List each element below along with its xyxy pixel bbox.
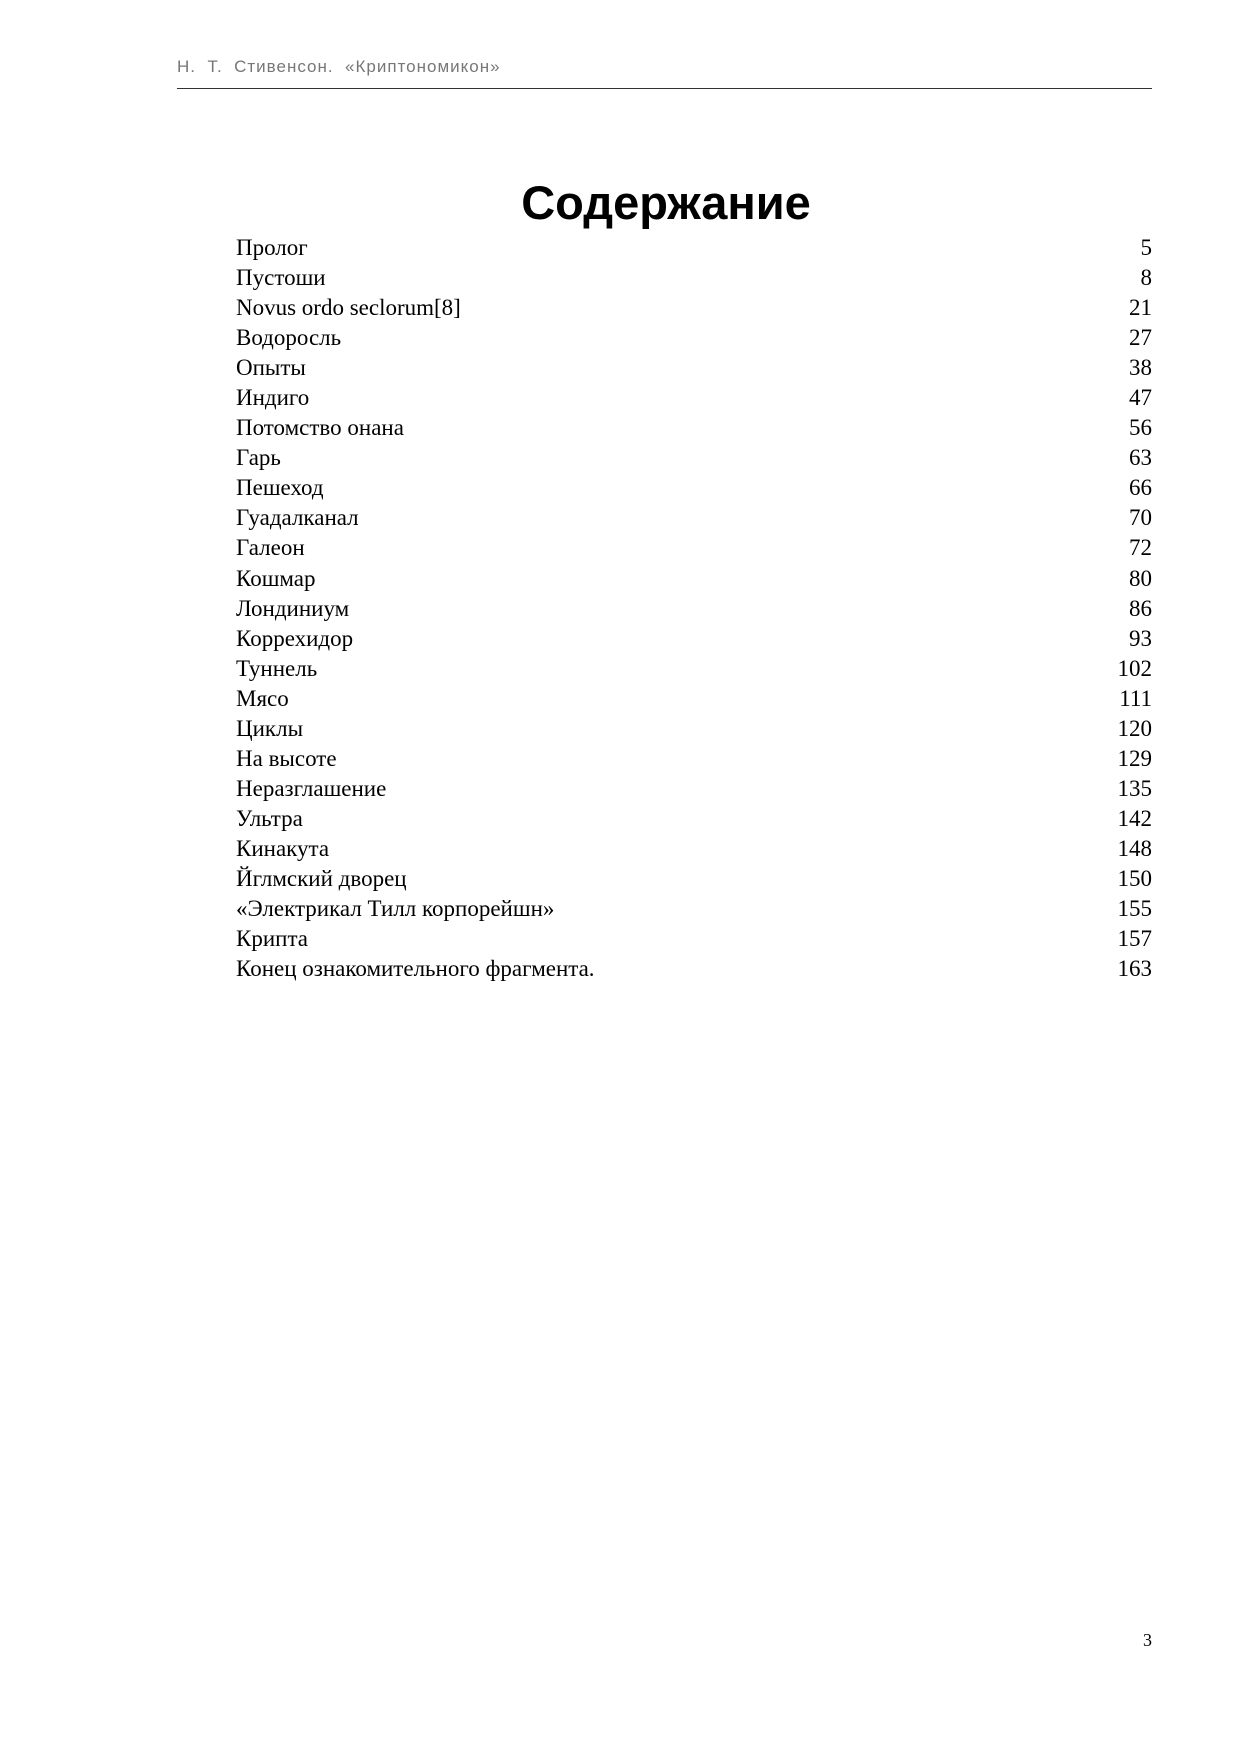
toc-entry[interactable]: [236, 413, 1152, 443]
toc-entry-page: 47: [1129, 385, 1152, 411]
toc-entry-title: Гарь: [236, 445, 281, 471]
toc-entry-page: 86: [1129, 595, 1152, 621]
toc-entry-title: Йглмский дворец: [236, 865, 407, 891]
toc-entry-title: Пустоши: [236, 265, 326, 291]
toc-entry-page: 155: [1117, 896, 1152, 922]
toc-entry-title: На высоте: [236, 745, 337, 771]
running-header: Н. Т. Стивенсон. «Криптономикон»: [177, 57, 501, 76]
toc-entry-page: 163: [1117, 956, 1152, 982]
toc-entry-title: Неразглашение: [236, 775, 387, 801]
toc-entry-title: Индиго: [236, 385, 310, 411]
toc-entry[interactable]: [236, 804, 1152, 834]
toc-entry-title: Novus ordo seclorum[8]: [236, 295, 461, 321]
toc-entry-title: Ультра: [236, 805, 303, 831]
toc-entry[interactable]: [236, 924, 1152, 954]
toc-entry-page: 142: [1117, 805, 1152, 831]
toc-entry-page: 5: [1140, 235, 1152, 260]
toc-entry-title: Циклы: [236, 715, 304, 741]
toc-entry[interactable]: [236, 564, 1152, 594]
toc-entry-page: 157: [1117, 926, 1152, 952]
toc-entry[interactable]: [236, 443, 1152, 473]
toc-entry-title: Водоросль: [236, 325, 342, 351]
toc-entry-page: 80: [1129, 565, 1152, 591]
toc-entry-title: Пролог: [236, 235, 308, 260]
toc-entry-page: 102: [1117, 655, 1152, 681]
toc-entry-page: 111: [1119, 685, 1152, 711]
toc-entry-page: 38: [1129, 355, 1152, 381]
toc-entry-title: Туннель: [236, 655, 318, 681]
toc-entry-title: Гуадалканал: [236, 505, 359, 531]
table-of-contents: [236, 233, 1152, 984]
header-divider: [177, 88, 1152, 89]
toc-entry[interactable]: [236, 774, 1152, 804]
toc-entry-page: 27: [1129, 325, 1152, 351]
page-number: 3: [1143, 1630, 1152, 1650]
toc-title: Содержание: [521, 176, 811, 230]
toc-entry-title: Опыты: [236, 355, 306, 381]
toc-entry[interactable]: [236, 533, 1152, 563]
toc-entry-page: 66: [1129, 475, 1152, 501]
toc-entry[interactable]: [236, 473, 1152, 503]
toc-entry-title: Лондиниум: [236, 595, 350, 621]
toc-entry-page: 56: [1129, 415, 1152, 441]
toc-entry-title: Пешеход: [236, 475, 324, 501]
toc-entry[interactable]: [236, 834, 1152, 864]
toc-entry-page: 93: [1129, 625, 1152, 651]
toc-entry-title: Конец ознакомительного фрагмента.: [236, 956, 595, 982]
toc-entry[interactable]: [236, 864, 1152, 894]
toc-entry[interactable]: [236, 263, 1152, 293]
toc-entry-title: Галеон: [236, 535, 305, 561]
toc-entry-page: 120: [1117, 715, 1152, 741]
toc-entry-page: 63: [1129, 445, 1152, 471]
toc-entry[interactable]: [236, 383, 1152, 413]
toc-entry[interactable]: [236, 353, 1152, 383]
toc-entry-page: 148: [1117, 835, 1152, 861]
toc-entry[interactable]: [236, 323, 1152, 353]
toc-entry-page: 8: [1140, 265, 1152, 291]
toc-entry[interactable]: [236, 624, 1152, 654]
toc-entry[interactable]: [236, 233, 1152, 263]
toc-entry-title: Крипта: [236, 926, 308, 952]
toc-entry-title: «Электрикал Тилл корпорейшн»: [236, 896, 555, 922]
toc-entry[interactable]: [236, 684, 1152, 714]
toc-entry-title: Мясо: [236, 685, 289, 711]
toc-entry-title: Коррехидор: [236, 625, 354, 651]
toc-entry[interactable]: [236, 744, 1152, 774]
toc-entry-page: 129: [1117, 745, 1152, 771]
toc-entry-title: Потомство онана: [236, 415, 404, 441]
toc-entry-page: 135: [1117, 775, 1152, 801]
toc-entry[interactable]: [236, 894, 1152, 924]
toc-entry-page: 70: [1129, 505, 1152, 531]
toc-entry[interactable]: [236, 714, 1152, 744]
toc-entry-title: Кошмар: [236, 565, 316, 591]
toc-entry[interactable]: [236, 954, 1152, 984]
toc-entry-title: Кинакута: [236, 835, 330, 861]
toc-entry[interactable]: [236, 594, 1152, 624]
toc-entry-page: 150: [1117, 865, 1152, 891]
toc-entry[interactable]: [236, 503, 1152, 533]
toc-entry-page: 21: [1129, 295, 1152, 321]
toc-entry[interactable]: [236, 293, 1152, 323]
toc-entry[interactable]: [236, 654, 1152, 684]
toc-entry-page: 72: [1129, 535, 1152, 561]
